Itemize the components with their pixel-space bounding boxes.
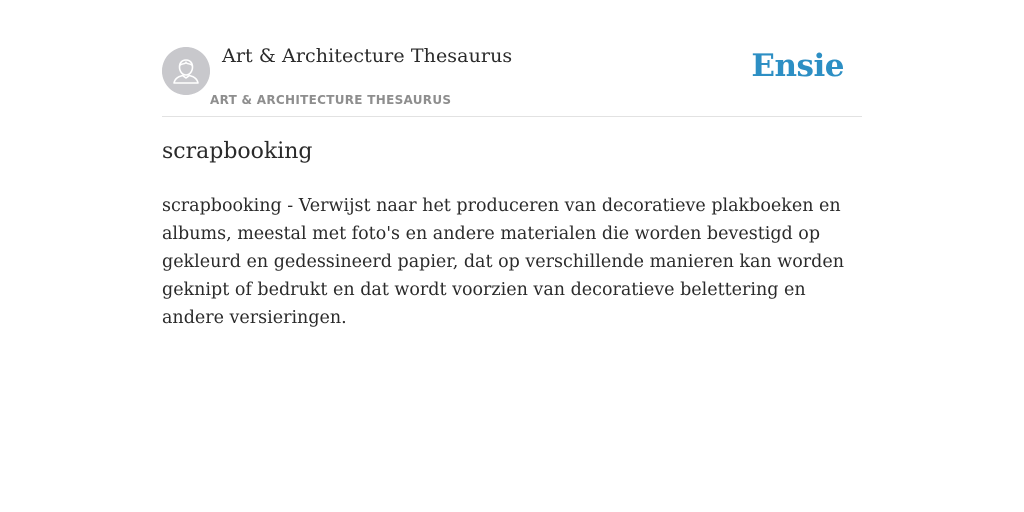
user-silhouette-icon: [162, 47, 210, 95]
author-name[interactable]: Art & Architecture Thesaurus: [222, 45, 513, 67]
entry-definition: scrapbooking - Verwijst naar het produceren van decoratieve plakboeken en albums, meestal met foto's en andere materialen die worden bevestigd op gekleurd en gedessineerd papier, dat op verschillende manieren kan worden geknipt of bedrukt en dat wordt voorzien van decoratieve belettering en andere versieringen.: [162, 196, 844, 328]
entry-term: scrapbooking: [162, 139, 313, 164]
entry-header: [162, 0, 862, 117]
source-label[interactable]: ART & ARCHITECTURE THESAURUS: [210, 93, 452, 107]
brand-logo[interactable]: Ensie: [751, 48, 844, 84]
avatar[interactable]: [162, 47, 210, 95]
